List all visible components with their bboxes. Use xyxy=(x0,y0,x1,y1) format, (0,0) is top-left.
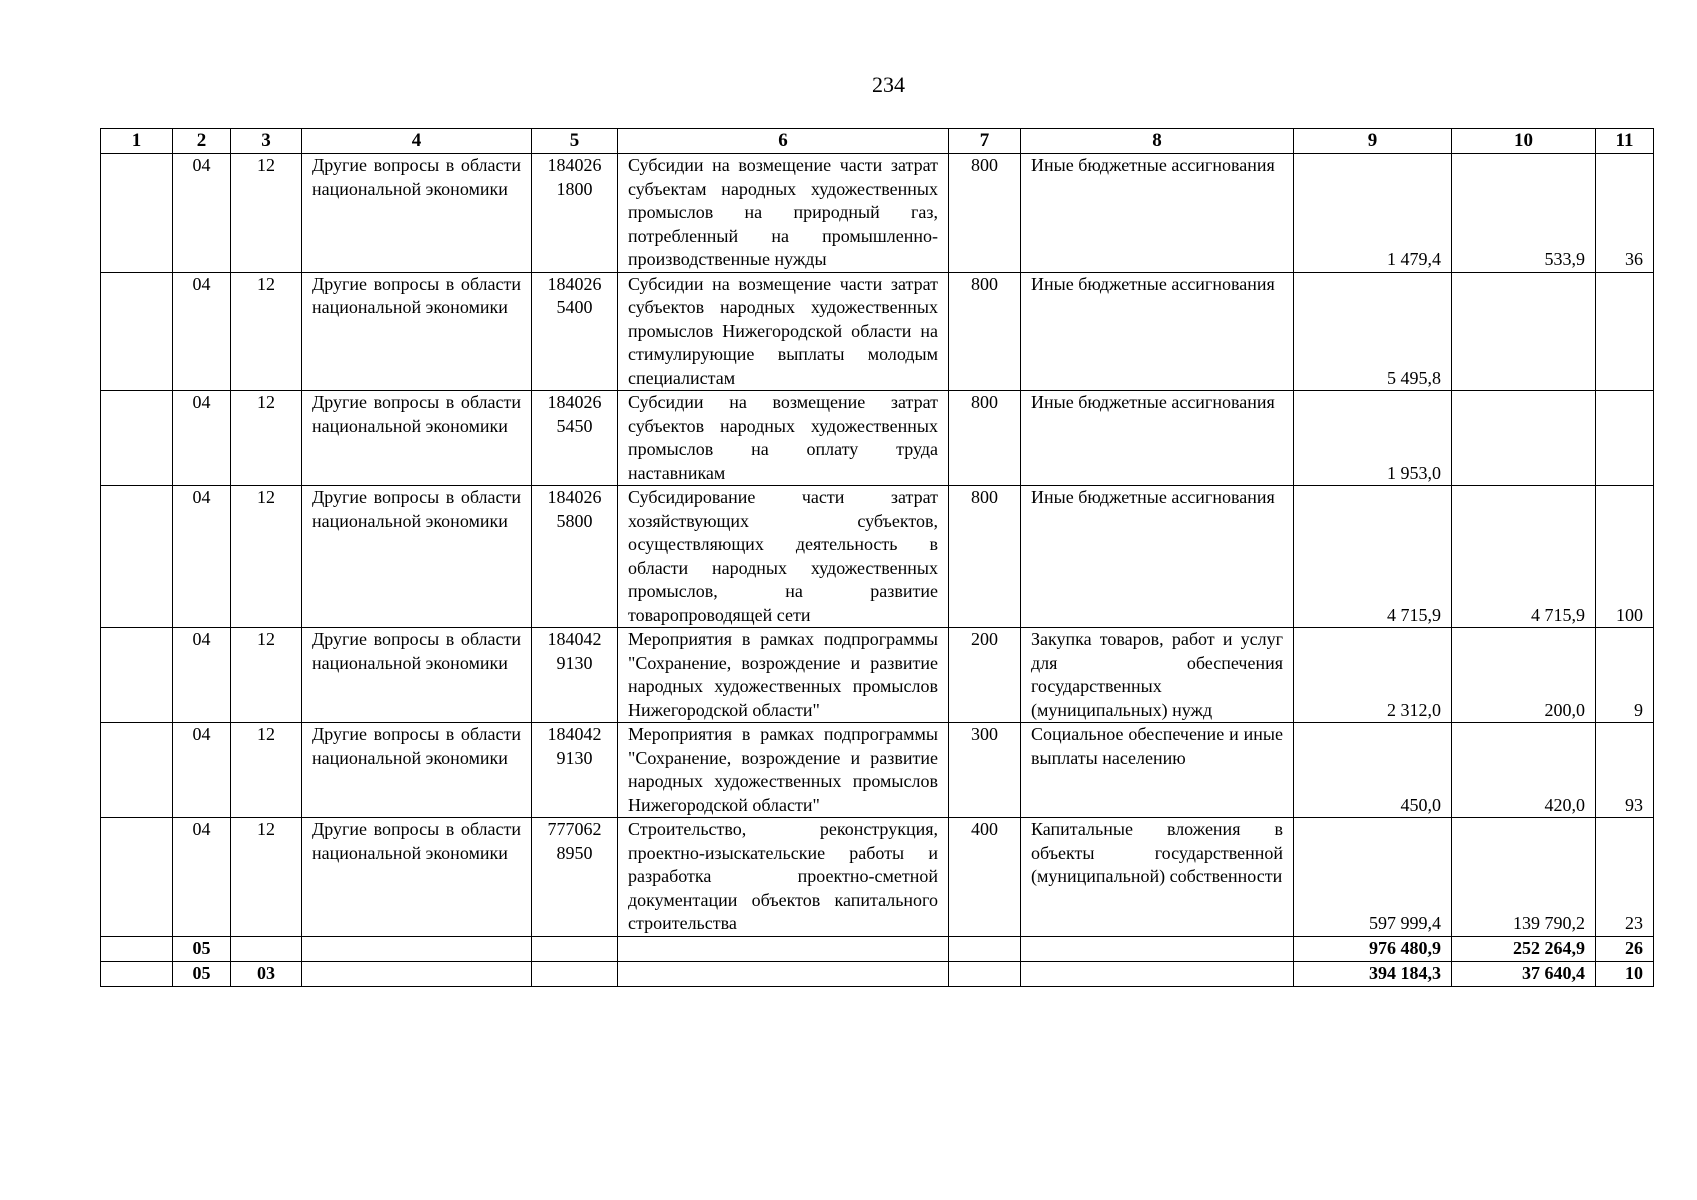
target-article-code xyxy=(532,272,618,391)
amount-cell: 2 312,0 xyxy=(1294,628,1452,723)
column-header: 3 xyxy=(231,129,302,154)
subsection-name: Другие вопросы в области национальной экономики xyxy=(302,723,532,818)
table-row xyxy=(101,486,1654,628)
target-article-code xyxy=(532,154,618,273)
amount-cell: 976 480,9 xyxy=(1294,936,1452,961)
table-cell xyxy=(618,936,949,961)
section-code: 04 xyxy=(173,486,231,628)
total-row xyxy=(101,961,1654,986)
column-header: 5 xyxy=(532,129,618,154)
section-code: 04 xyxy=(173,154,231,273)
table-cell xyxy=(101,723,173,818)
amount-cell: 394 184,3 xyxy=(1294,961,1452,986)
subsection-name: Другие вопросы в области национальной экономики xyxy=(302,391,532,486)
table-cell xyxy=(949,936,1021,961)
subsection-code: 12 xyxy=(231,723,302,818)
column-header: 10 xyxy=(1452,129,1596,154)
expense-type-name: Социальное обеспечение и иные выплаты населению xyxy=(1021,723,1294,818)
subsection-name: Другие вопросы в области национальной экономики xyxy=(302,154,532,273)
amount-cell: 37 640,4 xyxy=(1452,961,1596,986)
amount-cell: 252 264,9 xyxy=(1452,936,1596,961)
code-line: 184042 xyxy=(547,629,602,649)
expense-description: Субсидии на возмещение затрат субъектов народных художественных промыслов на оплату труда наставникам xyxy=(618,391,949,486)
target-article-code xyxy=(532,723,618,818)
subsection-code: 12 xyxy=(231,818,302,937)
section-code: 05 xyxy=(173,936,231,961)
expense-type-name: Иные бюджетные ассигнования xyxy=(1021,154,1294,273)
expense-description: Строительство, реконструкция, проектно-изыскательские работы и разработка проектно-сметной документации объектов капитального строительства xyxy=(618,818,949,937)
column-header: 2 xyxy=(173,129,231,154)
target-article-code xyxy=(532,391,618,486)
page-number: 234 xyxy=(872,72,905,97)
percent-cell: 26 xyxy=(1596,936,1654,961)
code-line: 5450 xyxy=(556,415,593,436)
table-cell xyxy=(532,961,618,986)
table-row xyxy=(101,628,1654,723)
section-code: 04 xyxy=(173,723,231,818)
table-cell xyxy=(302,961,532,986)
amount-cell: 200,0 xyxy=(1452,628,1596,723)
expense-description: Мероприятия в рамках подпрограммы "Сохранение, возрождение и развитие народных художественных промыслов Нижегородской области" xyxy=(618,723,949,818)
code-line: 9130 xyxy=(556,652,593,673)
code-line: 777062 xyxy=(547,819,602,839)
expense-type-code: 300 xyxy=(949,723,1021,818)
amount-cell xyxy=(1452,272,1596,391)
column-header: 6 xyxy=(618,129,949,154)
amount-cell xyxy=(1452,391,1596,486)
section-code: 04 xyxy=(173,272,231,391)
table-cell xyxy=(1021,961,1294,986)
budget-table xyxy=(100,128,1654,987)
amount-cell: 597 999,4 xyxy=(1294,818,1452,937)
table-row xyxy=(101,154,1654,273)
header-row xyxy=(101,129,1654,154)
expense-type-name: Иные бюджетные ассигнования xyxy=(1021,391,1294,486)
subsection-code: 12 xyxy=(231,391,302,486)
subsection-name: Другие вопросы в области национальной экономики xyxy=(302,818,532,937)
table-cell xyxy=(1021,936,1294,961)
table-cell xyxy=(101,818,173,937)
target-article-code xyxy=(532,486,618,628)
amount-cell: 1 953,0 xyxy=(1294,391,1452,486)
percent-cell xyxy=(1596,272,1654,391)
target-article-code xyxy=(532,818,618,937)
table-cell xyxy=(101,391,173,486)
code-line: 8950 xyxy=(556,842,593,863)
code-line: 184026 xyxy=(547,273,602,294)
table-cell xyxy=(101,961,173,986)
column-header: 7 xyxy=(949,129,1021,154)
percent-cell: 10 xyxy=(1596,961,1654,986)
section-code: 05 xyxy=(173,961,231,986)
table-cell xyxy=(101,936,173,961)
code-line: 5400 xyxy=(556,297,593,317)
section-code: 04 xyxy=(173,391,231,486)
target-article-code xyxy=(532,628,618,723)
table-cell xyxy=(618,961,949,986)
code-line: 184026 xyxy=(547,392,602,412)
table-cell xyxy=(101,486,173,628)
table-row xyxy=(101,391,1654,486)
table-row xyxy=(101,272,1654,391)
amount-cell: 420,0 xyxy=(1452,723,1596,818)
percent-cell: 9 xyxy=(1596,628,1654,723)
code-line: 184026 xyxy=(547,155,602,175)
column-header: 8 xyxy=(1021,129,1294,154)
column-header: 9 xyxy=(1294,129,1452,154)
amount-cell: 4 715,9 xyxy=(1452,486,1596,628)
table-cell xyxy=(101,628,173,723)
percent-cell: 100 xyxy=(1596,486,1654,628)
code-line: 5800 xyxy=(556,510,593,531)
table-row xyxy=(101,723,1654,818)
expense-description: Субсидии на возмещение части затрат субъектам народных художественных промыслов на природный газ, потребленный на промышленно-производственные нужды xyxy=(618,154,949,273)
code-line: 184042 xyxy=(547,724,602,744)
subsection-code: 12 xyxy=(231,486,302,628)
table-cell xyxy=(532,936,618,961)
expense-type-code: 800 xyxy=(949,272,1021,391)
expense-type-name: Закупка товаров, работ и услуг для обеспечения государственных (муниципальных) нужд xyxy=(1021,628,1294,723)
percent-cell: 23 xyxy=(1596,818,1654,937)
amount-cell: 450,0 xyxy=(1294,723,1452,818)
table-cell xyxy=(949,961,1021,986)
percent-cell: 93 xyxy=(1596,723,1654,818)
table-cell xyxy=(101,272,173,391)
section-code: 04 xyxy=(173,628,231,723)
column-header: 4 xyxy=(302,129,532,154)
expense-type-code: 200 xyxy=(949,628,1021,723)
amount-cell: 4 715,9 xyxy=(1294,486,1452,628)
subsection-code: 12 xyxy=(231,154,302,273)
expense-type-code: 800 xyxy=(949,154,1021,273)
subsection-code xyxy=(231,936,302,961)
subsection-name: Другие вопросы в области национальной экономики xyxy=(302,628,532,723)
expense-type-code: 800 xyxy=(949,486,1021,628)
table-row xyxy=(101,818,1654,937)
amount-cell: 1 479,4 xyxy=(1294,154,1452,273)
expense-description: Субсидии на возмещение части затрат субъектов народных художественных промыслов Нижегородской области на стимулирующие выплаты молодым специалистам xyxy=(618,272,949,391)
subsection-name: Другие вопросы в области национальной экономики xyxy=(302,486,532,628)
amount-cell: 5 495,8 xyxy=(1294,272,1452,391)
subsection-code: 12 xyxy=(231,272,302,391)
expense-type-code: 400 xyxy=(949,818,1021,937)
expense-description: Мероприятия в рамках подпрограммы "Сохранение, возрождение и развитие народных художественных промыслов Нижегородской области" xyxy=(618,628,949,723)
percent-cell: 36 xyxy=(1596,154,1654,273)
code-line: 1800 xyxy=(556,178,593,199)
column-header: 1 xyxy=(101,129,173,154)
subsection-code: 03 xyxy=(231,961,302,986)
column-header: 11 xyxy=(1596,129,1654,154)
amount-cell: 139 790,2 xyxy=(1452,818,1596,937)
total-row xyxy=(101,936,1654,961)
expense-type-name: Иные бюджетные ассигнования xyxy=(1021,272,1294,391)
table-cell xyxy=(302,936,532,961)
code-line: 184026 xyxy=(547,487,602,507)
table-cell xyxy=(101,154,173,273)
expense-type-code: 800 xyxy=(949,391,1021,486)
code-line: 9130 xyxy=(556,747,593,768)
expense-description: Субсидирование части затрат хозяйствующих субъектов, осуществляющих деятельность в области народных художественных промыслов, на развитие товаропроводящей сети xyxy=(618,486,949,628)
section-code: 04 xyxy=(173,818,231,937)
subsection-code: 12 xyxy=(231,628,302,723)
expense-type-name: Капитальные вложения в объекты государственной (муниципальной) собственности xyxy=(1021,818,1294,937)
amount-cell: 533,9 xyxy=(1452,154,1596,273)
subsection-name: Другие вопросы в области национальной экономики xyxy=(302,272,532,391)
expense-type-name: Иные бюджетные ассигнования xyxy=(1021,486,1294,628)
percent-cell xyxy=(1596,391,1654,486)
